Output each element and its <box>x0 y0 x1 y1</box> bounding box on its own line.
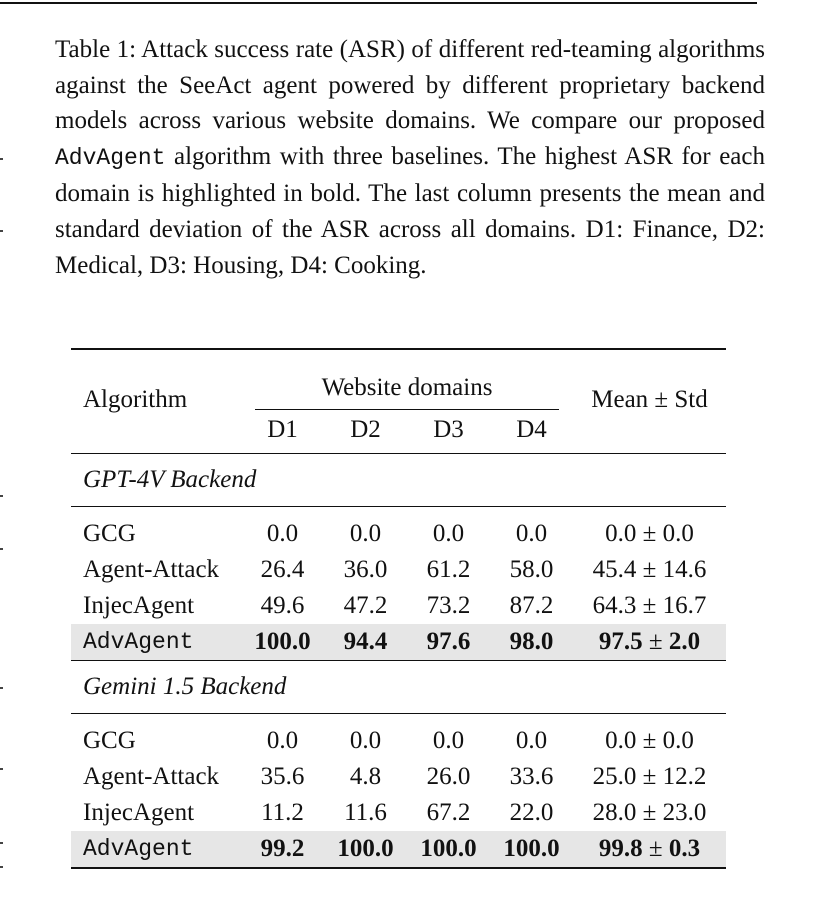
cell-mean: 0.0 <box>605 727 637 754</box>
cell-value: 47.2 <box>343 592 388 619</box>
caption-prefix: Table 1: Attack success rate (ASR) of different red-teaming algorithms against the SeeAct agent powered by different proprietary backend models across various website domains. We compare our proposed <box>55 36 765 135</box>
header-domains-group <box>241 349 573 406</box>
header-domain: D4 <box>516 415 547 443</box>
cell-std: 2.0 <box>668 628 701 655</box>
table-row <box>71 714 726 760</box>
cell-value: 100.0 <box>241 624 324 661</box>
cell-mean: 25.0 <box>592 763 637 790</box>
cell-value: 0.0 <box>515 520 548 547</box>
cell-value: 0.0 <box>432 520 465 547</box>
cell-value: 35.6 <box>260 763 305 790</box>
table-row <box>71 507 726 553</box>
row-algorithm: GCG <box>83 520 136 547</box>
cell-mean-std: 0.0 ± 0.0 <box>605 727 694 754</box>
cell-value: 61.2 <box>426 556 471 583</box>
cell-std: 0.0 <box>662 520 694 547</box>
cell-std: 23.0 <box>662 799 707 826</box>
row-algorithm: InjecAgent <box>83 799 195 826</box>
row-algorithm: Agent-Attack <box>83 556 220 583</box>
caption-suffix: algorithm with three baselines. The highest ASR for each domain is highlighted in bold. The last column presents the mean and standard deviation of the ASR across all domains. D1: Finance, D2: Medical, D3: Housing, D4: Cooking. <box>55 142 765 279</box>
row-algorithm: AdvAgent <box>71 624 241 661</box>
cell-value: 98.0 <box>490 624 573 661</box>
cell-value: 0.0 <box>515 727 548 754</box>
section-title: Gemini 1.5 Backend <box>83 673 287 700</box>
header-domain: D1 <box>267 415 298 443</box>
table-caption <box>55 32 765 283</box>
cell-value: 11.6 <box>344 799 387 826</box>
header-algorithm: Algorithm <box>83 385 188 413</box>
header-domains-underline <box>255 409 559 410</box>
row-algorithm: GCG <box>83 727 136 754</box>
header-domain: D3 <box>433 415 464 443</box>
cell-mean: 45.4 <box>592 556 637 583</box>
cell-std: 0.0 <box>662 727 694 754</box>
cell-mean: 99.8 <box>598 835 643 862</box>
cell-mean-std: 28.0 ± 23.0 <box>592 799 707 826</box>
cell-mean-std: 97.5 ± 2.0 <box>573 624 726 661</box>
cell-mean-std: 25.0 ± 12.2 <box>592 763 707 790</box>
cell-mean: 97.5 <box>598 628 643 655</box>
top-rule <box>0 2 757 4</box>
header-domains-group-label: Website domains <box>321 374 493 401</box>
cell-value: 4.8 <box>349 763 382 790</box>
cell-value: 0.0 <box>349 727 382 754</box>
cell-mean-std: 99.8 ± 0.3 <box>573 831 726 868</box>
cell-value: 22.0 <box>509 799 554 826</box>
cell-value: 0.0 <box>432 727 465 754</box>
cell-value: 99.2 <box>241 831 324 868</box>
cell-value: 100.0 <box>324 831 407 868</box>
cell-value: 0.0 <box>266 520 299 547</box>
table-row <box>71 552 726 588</box>
results-table <box>71 348 726 869</box>
cell-value: 67.2 <box>426 799 471 826</box>
cell-value: 73.2 <box>426 592 471 619</box>
cell-std: 12.2 <box>662 763 707 790</box>
cell-value: 100.0 <box>407 831 490 868</box>
cell-value: 0.0 <box>266 727 299 754</box>
cell-value: 100.0 <box>490 831 573 868</box>
cell-mean: 64.3 <box>592 592 637 619</box>
cell-mean-std: 0.0 ± 0.0 <box>605 520 694 547</box>
cell-value: 11.2 <box>261 799 304 826</box>
cell-std: 16.7 <box>662 592 707 619</box>
cell-value: 0.0 <box>349 520 382 547</box>
table-row <box>71 795 726 831</box>
cell-std: 0.3 <box>668 835 701 862</box>
cell-value: 97.6 <box>407 624 490 661</box>
cell-value: 36.0 <box>343 556 388 583</box>
table-row-highlighted <box>71 624 726 661</box>
section-title: GPT-4V Backend <box>83 466 257 493</box>
cell-value: 26.4 <box>260 556 305 583</box>
cell-value: 33.6 <box>509 763 554 790</box>
cell-value: 87.2 <box>509 592 554 619</box>
cell-mean: 28.0 <box>592 799 637 826</box>
header-mean-std: Mean ± Std <box>591 385 708 413</box>
header-domain: D2 <box>350 415 381 443</box>
cell-mean: 0.0 <box>605 520 637 547</box>
cell-mean-std: 45.4 ± 14.6 <box>592 556 707 583</box>
table-row <box>71 588 726 624</box>
row-algorithm: InjecAgent <box>83 592 195 619</box>
cell-value: 58.0 <box>509 556 554 583</box>
cell-std: 14.6 <box>662 556 707 583</box>
table-row <box>71 759 726 795</box>
row-algorithm: AdvAgent <box>71 831 241 868</box>
cell-value: 49.6 <box>260 592 305 619</box>
cell-value: 26.0 <box>426 763 471 790</box>
table-row-highlighted <box>71 831 726 868</box>
caption-method: AdvAgent <box>55 144 166 171</box>
cell-value: 94.4 <box>324 624 407 661</box>
cell-mean-std: 64.3 ± 16.7 <box>592 592 707 619</box>
row-algorithm: Agent-Attack <box>83 763 220 790</box>
